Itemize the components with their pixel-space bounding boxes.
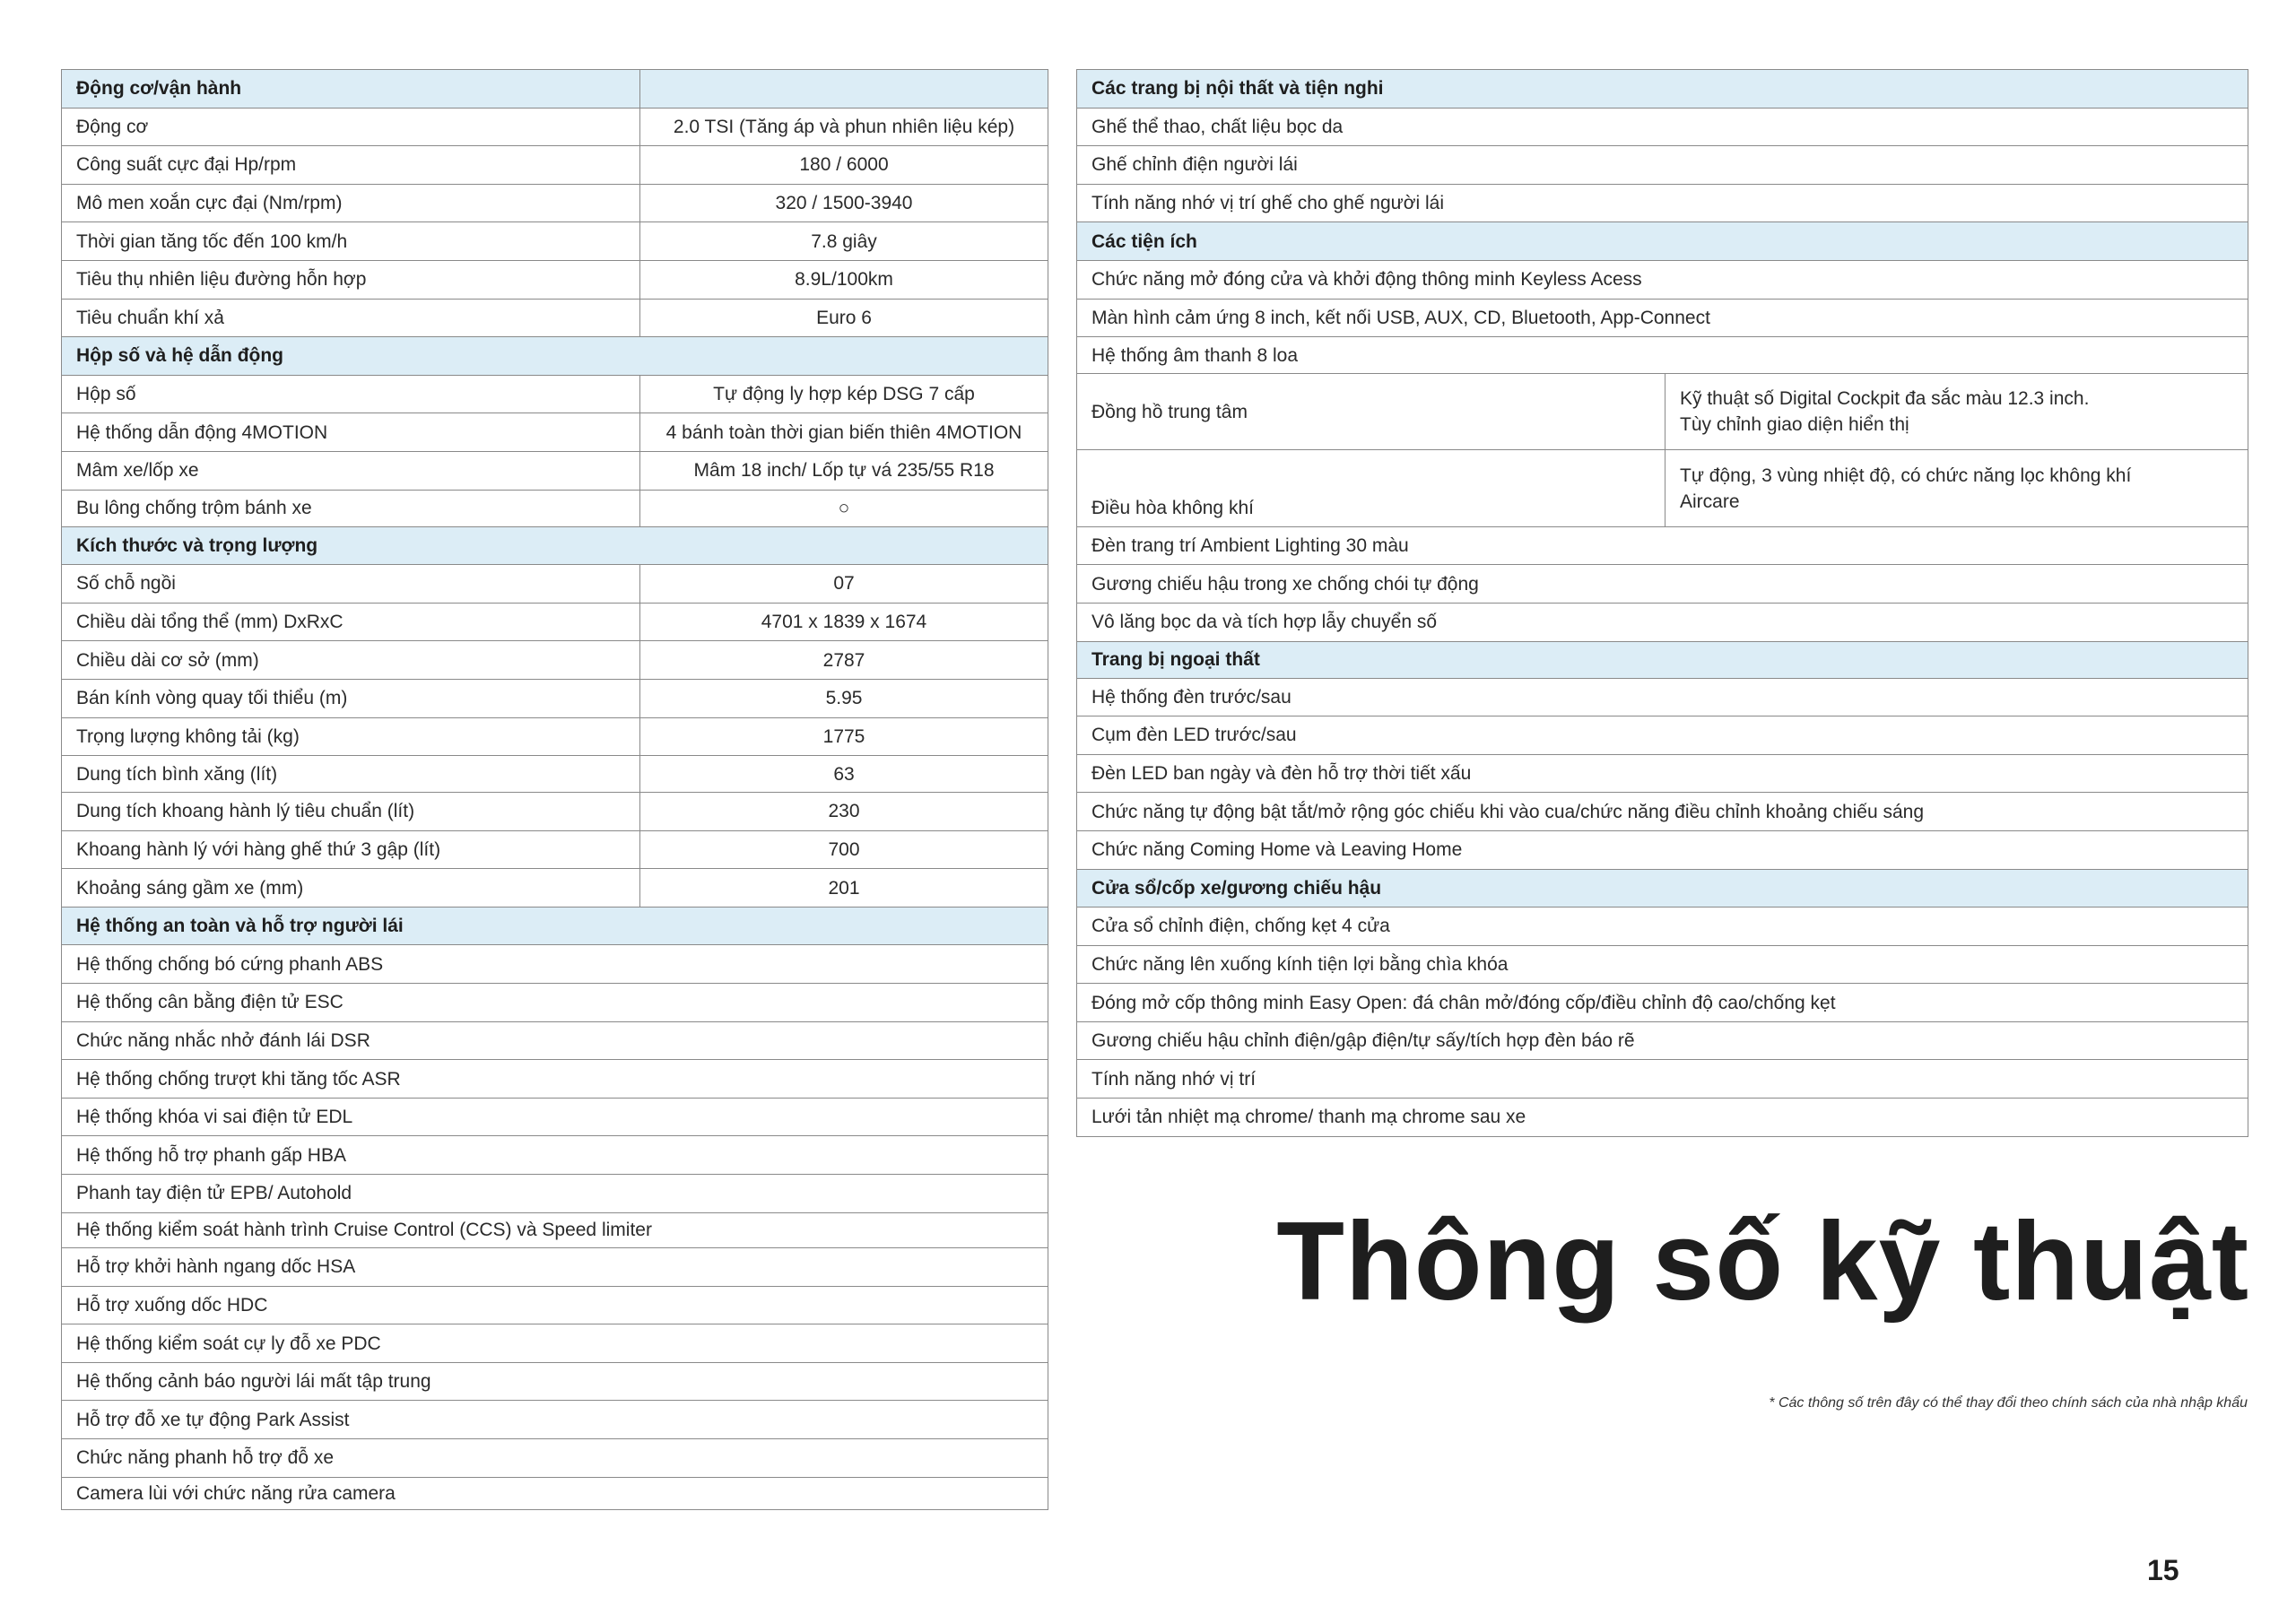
feature-label: Hệ thống hỗ trợ phanh gấp HBA (62, 1136, 1048, 1175)
spec-value: ○ (640, 490, 1048, 526)
feature-label: Camera lùi với chức năng rửa camera (62, 1477, 1048, 1509)
section-title: Hệ thống an toàn và hỗ trợ người lái (62, 907, 1048, 945)
spec-value-line: Tùy chỉnh giao diện hiển thị (1680, 414, 1909, 436)
feature-row (1077, 260, 2248, 299)
spec-row (62, 260, 1048, 299)
feature-row (62, 1060, 1048, 1099)
feature-label: Tính năng nhớ vị trí (1077, 1060, 2248, 1099)
section-title: Động cơ/vận hành (62, 70, 640, 109)
section-header (1077, 70, 2248, 109)
spec-value: Mâm 18 inch/ Lốp tự vá 235/55 R18 (640, 451, 1048, 490)
feature-label: Vô lăng bọc da và tích hợp lẫy chuyển số (1077, 603, 2248, 641)
feature-row (1077, 716, 2248, 755)
feature-label: Hỗ trợ đỗ xe tự động Park Assist (62, 1401, 1048, 1439)
feature-label: Hệ thống kiểm soát cự ly đỗ xe PDC (62, 1324, 1048, 1363)
feature-label: Hệ thống âm thanh 8 loa (1077, 337, 2248, 374)
feature-label: Hệ thống đèn trước/sau (1077, 678, 2248, 716)
feature-row (62, 1175, 1048, 1213)
spec-value: 320 / 1500-3940 (640, 184, 1048, 222)
feature-label: Ghế thể thao, chất liệu bọc da (1077, 108, 2248, 146)
section-header (62, 337, 1048, 376)
feature-row (62, 984, 1048, 1022)
spec-value (1665, 374, 2248, 450)
spec-label: Thời gian tăng tốc đến 100 km/h (62, 222, 640, 261)
feature-label: Hỗ trợ khởi hành ngang dốc HSA (62, 1248, 1048, 1287)
feature-row (1077, 337, 2248, 374)
spec-value: 4701 x 1839 x 1674 (640, 603, 1048, 641)
feature-label: Chức năng mở đóng cửa và khởi động thông minh Keyless Acess (1077, 260, 2248, 299)
spec-row (62, 146, 1048, 185)
spec-value-line: Tự động, 3 vùng nhiệt độ, có chức năng lọc không khí (1680, 465, 2132, 486)
spec-value: Tự động ly hợp kép DSG 7 cấp (640, 375, 1048, 413)
feature-label: Hệ thống chống trượt khi tăng tốc ASR (62, 1060, 1048, 1099)
spec-label: Mô men xoắn cực đại (Nm/rpm) (62, 184, 640, 222)
right-table-body (1077, 70, 2248, 1137)
feature-label: Hệ thống cảnh báo người lái mất tập trung (62, 1362, 1048, 1401)
feature-label: Gương chiếu hậu trong xe chống chói tự động (1077, 565, 2248, 604)
engine-safety-spec-table (61, 69, 1048, 1510)
spec-label: Chiều dài tổng thể (mm) DxRxC (62, 603, 640, 641)
spec-row (1077, 450, 2248, 526)
feature-label: Chức năng nhắc nhở đánh lái DSR (62, 1021, 1048, 1060)
spec-value: 2787 (640, 641, 1048, 680)
feature-label: Cụm đèn LED trước/sau (1077, 716, 2248, 755)
feature-row (1077, 830, 2248, 869)
feature-label: Ghế chỉnh điện người lái (1077, 146, 2248, 185)
section-title: Kích thước và trọng lượng (62, 526, 1048, 565)
feature-row (62, 1248, 1048, 1287)
spec-value: 1775 (640, 717, 1048, 756)
interior-exterior-spec-table (1076, 69, 2248, 1137)
feature-row (62, 1362, 1048, 1401)
spec-label: Tiêu thụ nhiên liệu đường hỗn hợp (62, 260, 640, 299)
feature-row (1077, 184, 2248, 222)
spec-label: Đồng hồ trung tâm (1077, 374, 1665, 450)
feature-row (1077, 1021, 2248, 1060)
spec-value: 201 (640, 869, 1048, 908)
feature-label: Chức năng lên xuống kính tiện lợi bằng chìa khóa (1077, 945, 2248, 984)
spec-row (1077, 374, 2248, 450)
section-value (640, 70, 1048, 109)
footnote: * Các thông số trên đây có thể thay đổi theo chính sách của nhà nhập khẩu (1769, 1395, 2248, 1411)
spec-row (62, 413, 1048, 452)
section-header (62, 70, 1048, 109)
feature-row (1077, 984, 2248, 1022)
spec-label: Khoảng sáng gầm xe (mm) (62, 869, 640, 908)
spec-row (62, 679, 1048, 717)
feature-row (1077, 678, 2248, 716)
section-title: Hộp số và hệ dẫn động (62, 337, 1048, 376)
spec-value: 700 (640, 830, 1048, 869)
feature-row (1077, 565, 2248, 604)
section-header (1077, 641, 2248, 678)
spec-value: 07 (640, 565, 1048, 604)
spec-row (62, 830, 1048, 869)
feature-label: Chức năng phanh hỗ trợ đỗ xe (62, 1438, 1048, 1477)
feature-row (62, 1212, 1048, 1247)
feature-label: Phanh tay điện tử EPB/ Autohold (62, 1175, 1048, 1213)
spec-value: 180 / 6000 (640, 146, 1048, 185)
spec-row (62, 603, 1048, 641)
section-title: Các tiện ích (1077, 222, 2248, 261)
feature-row (62, 1438, 1048, 1477)
feature-row (1077, 108, 2248, 146)
feature-label: Gương chiếu hậu chỉnh điện/gập điện/tự sấy/tích hợp đèn báo rẽ (1077, 1021, 2248, 1060)
spec-row (62, 641, 1048, 680)
section-title: Các trang bị nội thất và tiện nghi (1077, 70, 2248, 109)
feature-row (62, 1021, 1048, 1060)
spec-row (62, 869, 1048, 908)
spec-label: Dung tích khoang hành lý tiêu chuẩn (lít) (62, 793, 640, 831)
spec-row (62, 299, 1048, 337)
feature-label: Lưới tản nhiệt mạ chrome/ thanh mạ chrome sau xe (1077, 1099, 2248, 1137)
feature-row (1077, 146, 2248, 185)
spec-label: Bán kính vòng quay tối thiểu (m) (62, 679, 640, 717)
feature-label: Màn hình cảm ứng 8 inch, kết nối USB, AUX, CD, Bluetooth, App-Connect (1077, 299, 2248, 337)
feature-row (62, 1324, 1048, 1363)
spec-row (62, 490, 1048, 526)
spec-value-line: Aircare (1680, 491, 1740, 512)
feature-label: Đèn trang trí Ambient Lighting 30 màu (1077, 526, 2248, 565)
page-title: Thông số kỹ thuật (1276, 1200, 2249, 1324)
feature-row (1077, 754, 2248, 793)
section-title: Cửa sổ/cốp xe/gương chiếu hậu (1077, 869, 2248, 908)
feature-label: Đèn LED ban ngày và đèn hỗ trợ thời tiết xấu (1077, 754, 2248, 793)
feature-row (62, 945, 1048, 984)
feature-label: Chức năng tự động bật tắt/mở rộng góc chiếu khi vào cua/chức năng điều chỉnh khoảng chiếu sáng (1077, 793, 2248, 831)
spec-value: 7.8 giây (640, 222, 1048, 261)
spec-value: 230 (640, 793, 1048, 831)
spec-row (62, 793, 1048, 831)
spec-row (62, 222, 1048, 261)
spec-label: Điều hòa không khí (1077, 450, 1665, 526)
spec-value-line: Kỹ thuật số Digital Cockpit đa sắc màu 12.3 inch. (1680, 388, 2090, 410)
feature-label: Hệ thống cân bằng điện tử ESC (62, 984, 1048, 1022)
left-table-body (62, 70, 1048, 1510)
feature-row (1077, 603, 2248, 641)
feature-row (62, 1401, 1048, 1439)
spec-value: 2.0 TSI (Tăng áp và phun nhiên liệu kép) (640, 108, 1048, 146)
spec-label: Mâm xe/lốp xe (62, 451, 640, 490)
feature-label: Hỗ trợ xuống dốc HDC (62, 1286, 1048, 1324)
feature-row (1077, 299, 2248, 337)
feature-label: Hệ thống khóa vi sai điện tử EDL (62, 1098, 1048, 1136)
spec-value: 4 bánh toàn thời gian biến thiên 4MOTION (640, 413, 1048, 452)
spec-label: Dung tích bình xăng (lít) (62, 756, 640, 793)
feature-label: Đóng mở cốp thông minh Easy Open: đá chân mở/đóng cốp/điều chỉnh độ cao/chống kẹt (1077, 984, 2248, 1022)
feature-label: Hệ thống kiểm soát hành trình Cruise Control (CCS) và Speed limiter (62, 1212, 1048, 1247)
spec-row (62, 717, 1048, 756)
feature-row (62, 1286, 1048, 1324)
spec-label: Số chỗ ngồi (62, 565, 640, 604)
feature-label: Tính năng nhớ vị trí ghế cho ghế người lái (1077, 184, 2248, 222)
spec-row (62, 565, 1048, 604)
feature-row (62, 1136, 1048, 1175)
spec-row (62, 184, 1048, 222)
feature-row (1077, 1099, 2248, 1137)
spec-value: 63 (640, 756, 1048, 793)
feature-row (1077, 526, 2248, 565)
spec-label: Hệ thống dẫn động 4MOTION (62, 413, 640, 452)
spec-value: 5.95 (640, 679, 1048, 717)
feature-row (1077, 1060, 2248, 1099)
spec-label: Khoang hành lý với hàng ghế thứ 3 gập (lít) (62, 830, 640, 869)
spec-value: Euro 6 (640, 299, 1048, 337)
spec-label: Hộp số (62, 375, 640, 413)
spec-row (62, 451, 1048, 490)
spec-row (62, 375, 1048, 413)
section-header (62, 907, 1048, 945)
feature-row (62, 1477, 1048, 1509)
spec-label: Chiều dài cơ sở (mm) (62, 641, 640, 680)
feature-label: Cửa sổ chỉnh điện, chống kẹt 4 cửa (1077, 908, 2248, 946)
spec-label: Tiêu chuẩn khí xả (62, 299, 640, 337)
section-header (62, 526, 1048, 565)
feature-row (1077, 945, 2248, 984)
feature-row (62, 1098, 1048, 1136)
spec-label: Bu lông chống trộm bánh xe (62, 490, 640, 526)
spec-value (1665, 450, 2248, 526)
page-number: 15 (2147, 1554, 2179, 1586)
section-header (1077, 222, 2248, 261)
spec-label: Trọng lượng không tải (kg) (62, 717, 640, 756)
feature-label: Chức năng Coming Home và Leaving Home (1077, 830, 2248, 869)
spec-value: 8.9L/100km (640, 260, 1048, 299)
section-header (1077, 869, 2248, 908)
section-title: Trang bị ngoại thất (1077, 641, 2248, 678)
feature-row (1077, 908, 2248, 946)
feature-row (1077, 793, 2248, 831)
spec-label: Động cơ (62, 108, 640, 146)
spec-row (62, 756, 1048, 793)
spec-label: Công suất cực đại Hp/rpm (62, 146, 640, 185)
spec-row (62, 108, 1048, 146)
feature-label: Hệ thống chống bó cứng phanh ABS (62, 945, 1048, 984)
